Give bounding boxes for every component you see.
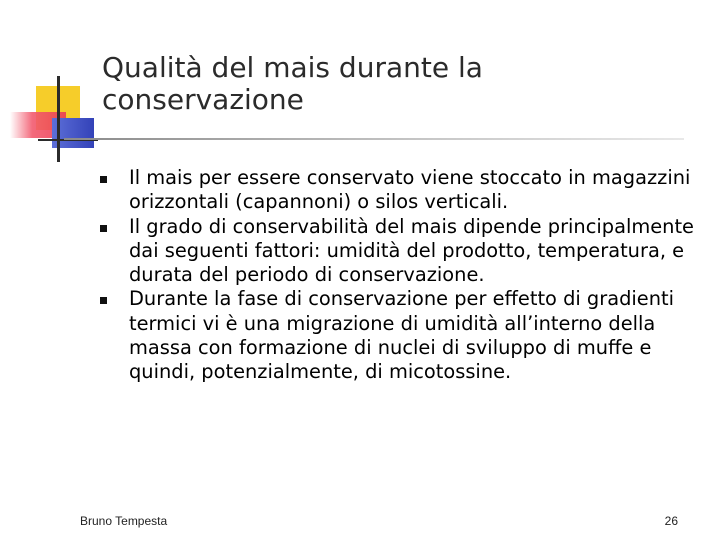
footer-author: Bruno Tempesta	[80, 514, 168, 528]
square-bullet-icon	[100, 176, 107, 183]
page-number: 26	[664, 514, 678, 528]
title-divider	[64, 138, 684, 140]
square-bullet-icon	[100, 225, 107, 232]
bullet-text: Il grado di conservabilità del mais dipende principalmente dai seguenti fattori: umidità del prodotto, temperatura, e durata del periodo di conservazione.	[129, 214, 694, 287]
logo-vertical-line	[57, 76, 60, 162]
list-item	[100, 287, 700, 384]
list-item	[100, 166, 700, 215]
list-item	[100, 215, 700, 288]
slide-title: Qualità del mais durante la conservazione	[102, 51, 483, 116]
square-bullet-icon	[100, 297, 107, 304]
bullet-list	[100, 166, 700, 385]
bullet-text: Il mais per essere conservato viene stoccato in magazzini orizzontali (capannoni) o silos verticali.	[129, 166, 691, 214]
bullet-text: Durante la fase di conservazione per effetto di gradienti termici vi è una migrazione di umidità all’interno della massa con formazione di nuclei di sviluppo di muffe e quindi, potenzialmente, di micotossine.	[129, 287, 675, 384]
